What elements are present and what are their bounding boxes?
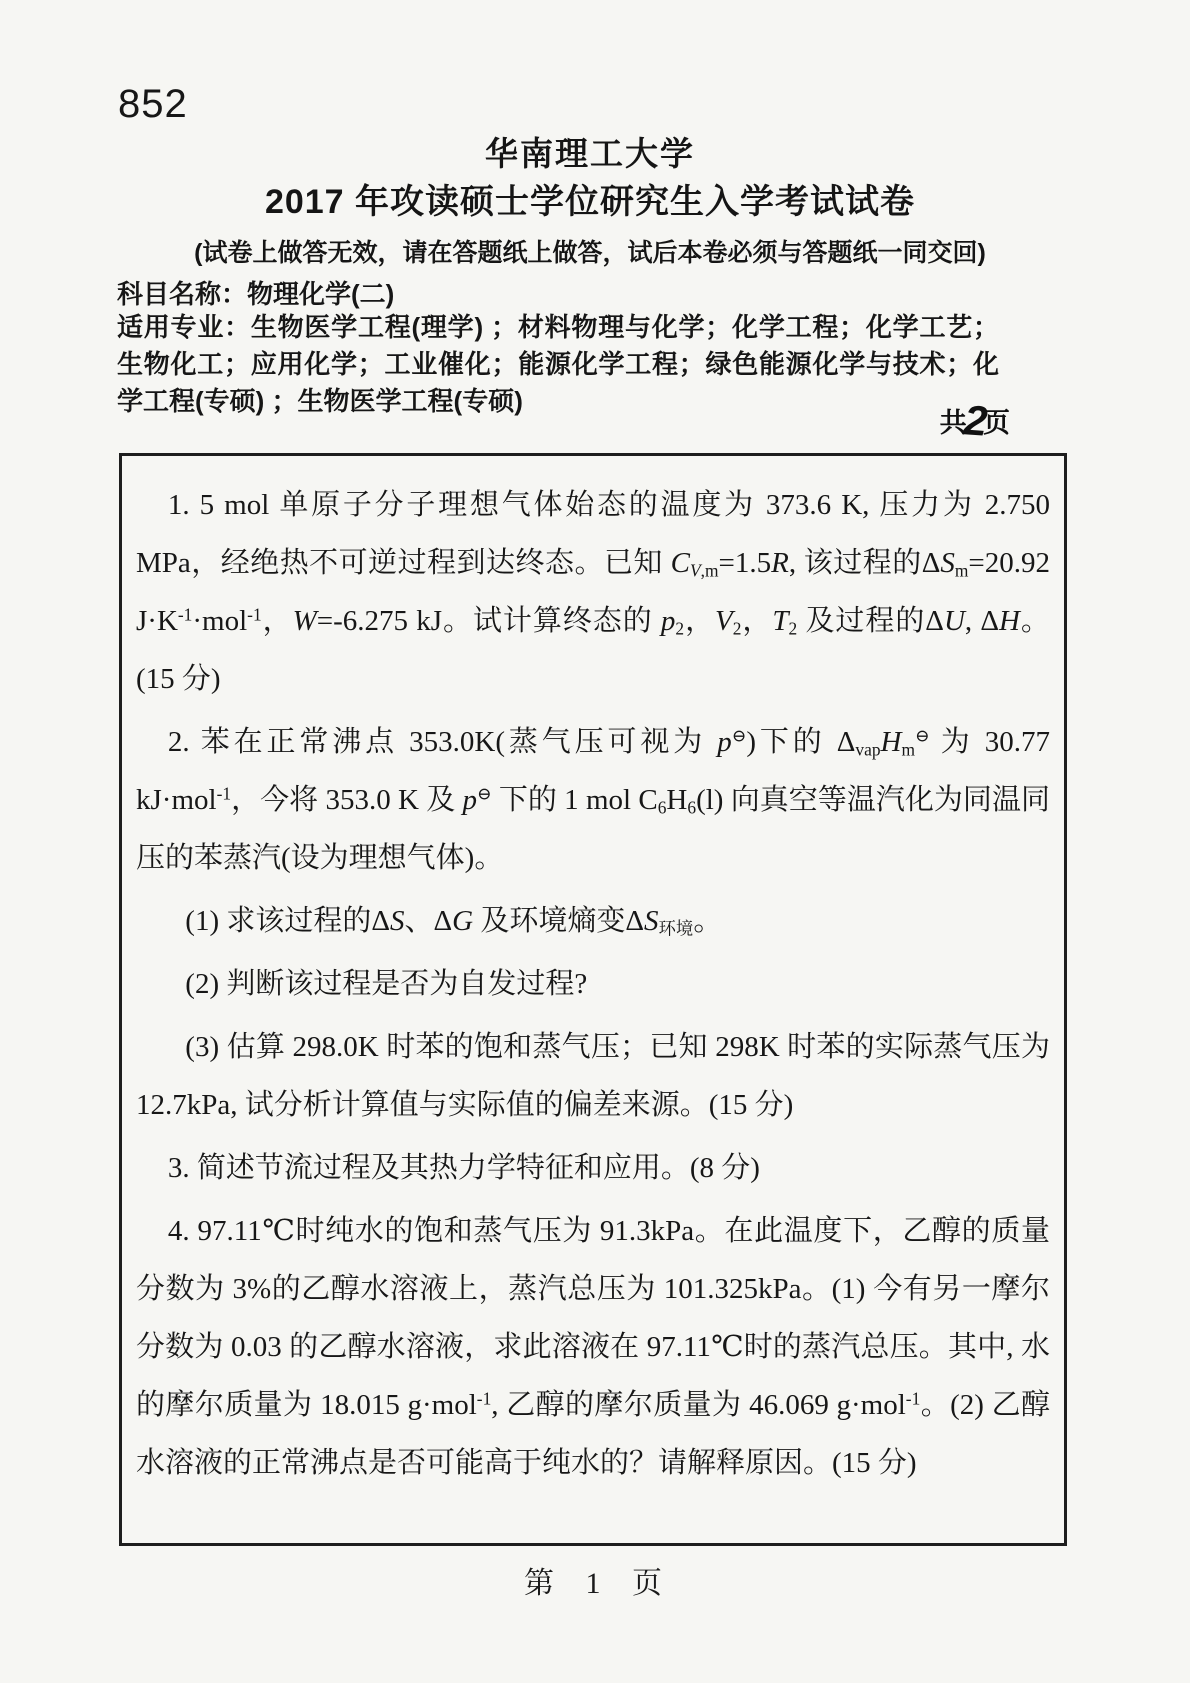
exam-title: 2017 年攻读硕士学位研究生入学考试试卷 [264, 183, 916, 221]
question-2-part-3: (3) 估算 298.0K 时苯的饱和蒸气压；已知 298K 时苯的实际蒸气压为 12.7kPa, 试分析计算值与实际值的偏差来源。(15 分) [136, 1031, 1050, 1121]
question-4: 4. 97.11℃时纯水的饱和蒸气压为 91.3kPa。在此温度下，乙醇的质量分数为 3%的乙醇水溶液上，蒸汽总压为 101.325kPa。(1) 今有另一摩尔分数为 0.03 的乙醇水溶液，求此溶液在 97.11℃时的蒸汽总压。其中, 水的摩尔质量为 18.015 g·mol$^{-1}$, 乙醇的摩尔质量为 46.069 g·mol$^{-1}$。(2) 乙醇水溶液的正常沸点是否可能高于纯水的？请解释原因。(15 分) [136, 1215, 1050, 1479]
subject-line: 科目名称：物理化学(二) [117, 279, 395, 309]
question-2-part-1: (1) 求该过程的ΔS、ΔG 及环境熵变$\Delta S_{环境}$。 [185, 905, 723, 939]
page-footer: 第 1 页 [524, 1567, 666, 1600]
university-title: 华南理工大学 [485, 135, 695, 172]
exam-notice: (试卷上做答无效，请在答题纸上做答，试后本卷必须与答题纸一同交回) [194, 239, 986, 267]
page-count-suffix: 页 [983, 408, 1010, 438]
question-3: 3. 简述节流过程及其热力学特征和应用。(8 分) [167, 1152, 760, 1184]
page-count-number-handwritten: 2 [962, 396, 989, 445]
question-2-intro: 2. 苯在正常沸点 353.0K(蒸气压可视为 p⊖)下的 $\Delta_{vap}H_m^⊖$ 为 30.77 kJ·mol$^{-1}$，今将 353.0 K 及 p⊖ 下的 1 mol $C_6H_6(l)$ 向真空等温汽化为同温同压的苯蒸汽(设为理想气体)。 [136, 725, 1050, 874]
question-2-part-2: (2) 判断该过程是否为自发过程? [185, 968, 588, 1000]
page-count [939, 394, 1010, 445]
question-1: 1. 5 mol 单原子分子理想气体始态的温度为 373.6 K, 压力为 2.750 MPa，经绝热不可逆过程到达终态。已知 $C_{V,m}=1.5R$, 该过程的$\Delta S_m=20.92$ $J\cdot K^{-1}\cdot mol^{-1}$，W=-6.275 kJ。试计算终态的 $p_2$，$V_2$，$T_2$ 及过程的ΔU, ΔH。(15 分) [136, 489, 1050, 695]
paper-code: 852 [118, 82, 188, 126]
page-count-prefix: 共 [939, 408, 967, 438]
questions-box [119, 453, 1067, 1546]
majors-line: 适用专业：生物医学工程(理学) ；材料物理与化学；化学工程；化学工艺；生物化工；应用化学；工业催化；能源化学工程；绿色能源化学与技术；化学工程(专硕) ；生物医学工程(专硕) [117, 312, 999, 416]
